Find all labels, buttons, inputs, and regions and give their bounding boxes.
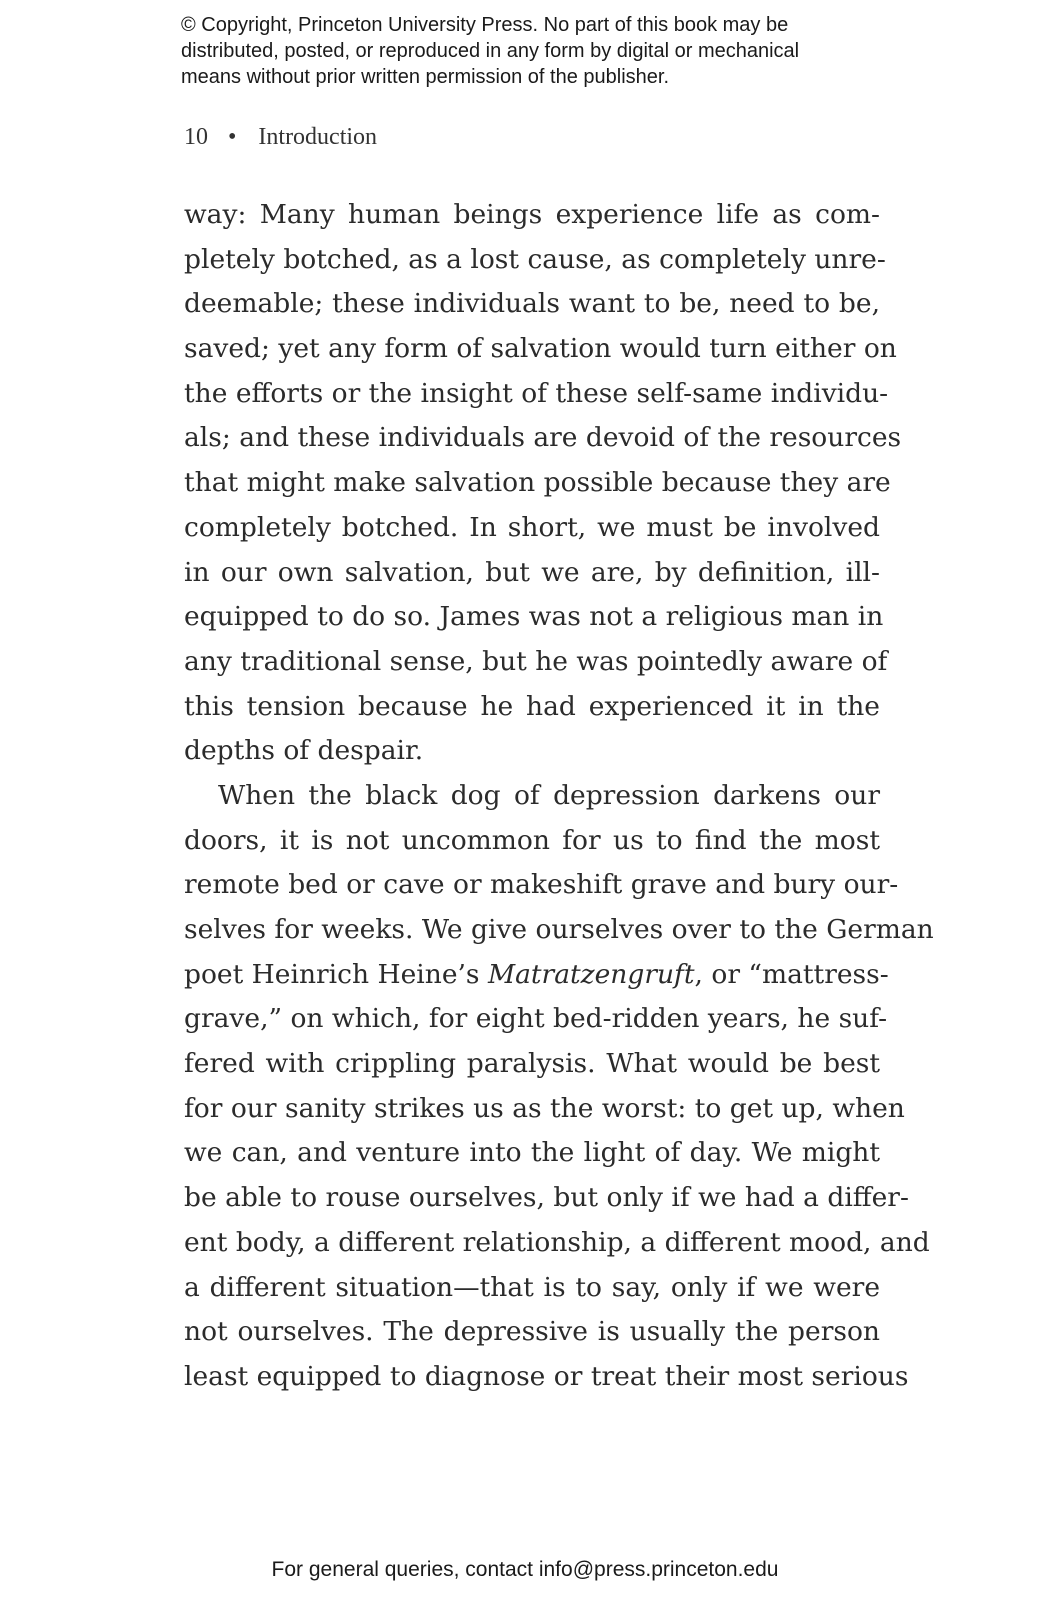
text-line: a different situation—that is to say, only if we were — [184, 1271, 880, 1303]
heine-line-after: , or “mattress- — [694, 958, 889, 990]
text-line: in our own salvation, but we are, by definition, ill- — [184, 556, 880, 588]
paragraph-start-line: When the black dog of depression darkens our — [218, 779, 880, 811]
bullet-separator: • — [228, 124, 237, 150]
text-line: that might make salvation possible because they are — [184, 467, 891, 499]
text-line: fered with crippling paralysis. What would be best — [184, 1048, 880, 1080]
text-line: deemable; these individuals want to be, need to be, — [184, 288, 880, 320]
text-line: remote bed or cave or makeshift grave and bury our- — [184, 869, 899, 901]
text-line: not ourselves. The depressive is usually the person — [184, 1316, 880, 1348]
text-line: any traditional sense, but he was pointedly aware of — [184, 645, 888, 677]
copyright-line: © Copyright, Princeton University Press. No part of this book may be — [181, 14, 789, 36]
text-line-heine — [184, 953, 889, 998]
footer-contact: For general queries, contact info@press.princeton.edu — [271, 1558, 779, 1581]
copyright-line: distributed, posted, or reproduced in any form by digital or mechanical — [181, 40, 800, 62]
text-line: als; and these individuals are devoid of the resources — [184, 422, 902, 454]
text-line: doors, it is not uncommon for us to find the most — [184, 824, 880, 856]
text-line: selves for weeks. We give ourselves over to the German — [184, 914, 934, 945]
text-line: for our sanity strikes us as the worst: to get up, when — [184, 1092, 905, 1124]
matratzengruft-term: Matratzengruft — [487, 958, 695, 990]
text-line: we can, and venture into the light of day. We might — [184, 1137, 880, 1169]
text-line: way: Many human beings experience life as com- — [184, 199, 880, 230]
copyright-line: means without prior written permission of the publisher. — [181, 66, 670, 88]
text-line: grave,” on which, for eight bed-ridden years, he suf- — [184, 1003, 888, 1035]
copyright-notice — [181, 12, 901, 90]
text-line: this tension because he had experienced it in the — [184, 690, 880, 722]
text-line: depths of despair. — [184, 735, 424, 767]
text-line: saved; yet any form of salvation would turn either on — [184, 333, 897, 365]
text-line: ent body, a different relationship, a different mood, and — [184, 1226, 930, 1258]
text-line: completely botched. In short, we must be involved — [184, 511, 880, 543]
section-title: Introduction — [258, 124, 378, 150]
text-line: equipped to do so. James was not a religious man in — [184, 601, 884, 633]
body-text — [184, 193, 934, 1400]
text-line: pletely botched, as a lost cause, as completely unre- — [184, 243, 886, 275]
running-head — [184, 124, 377, 151]
text-line: least equipped to diagnose or treat their most serious — [184, 1360, 909, 1392]
page-number: 10 — [184, 124, 208, 150]
heine-line-before: poet Heinrich Heine’s — [184, 958, 488, 990]
text-line: be able to rouse ourselves, but only if we had a differ- — [184, 1182, 909, 1214]
text-line: the efforts or the insight of these self-same individu- — [184, 377, 889, 409]
